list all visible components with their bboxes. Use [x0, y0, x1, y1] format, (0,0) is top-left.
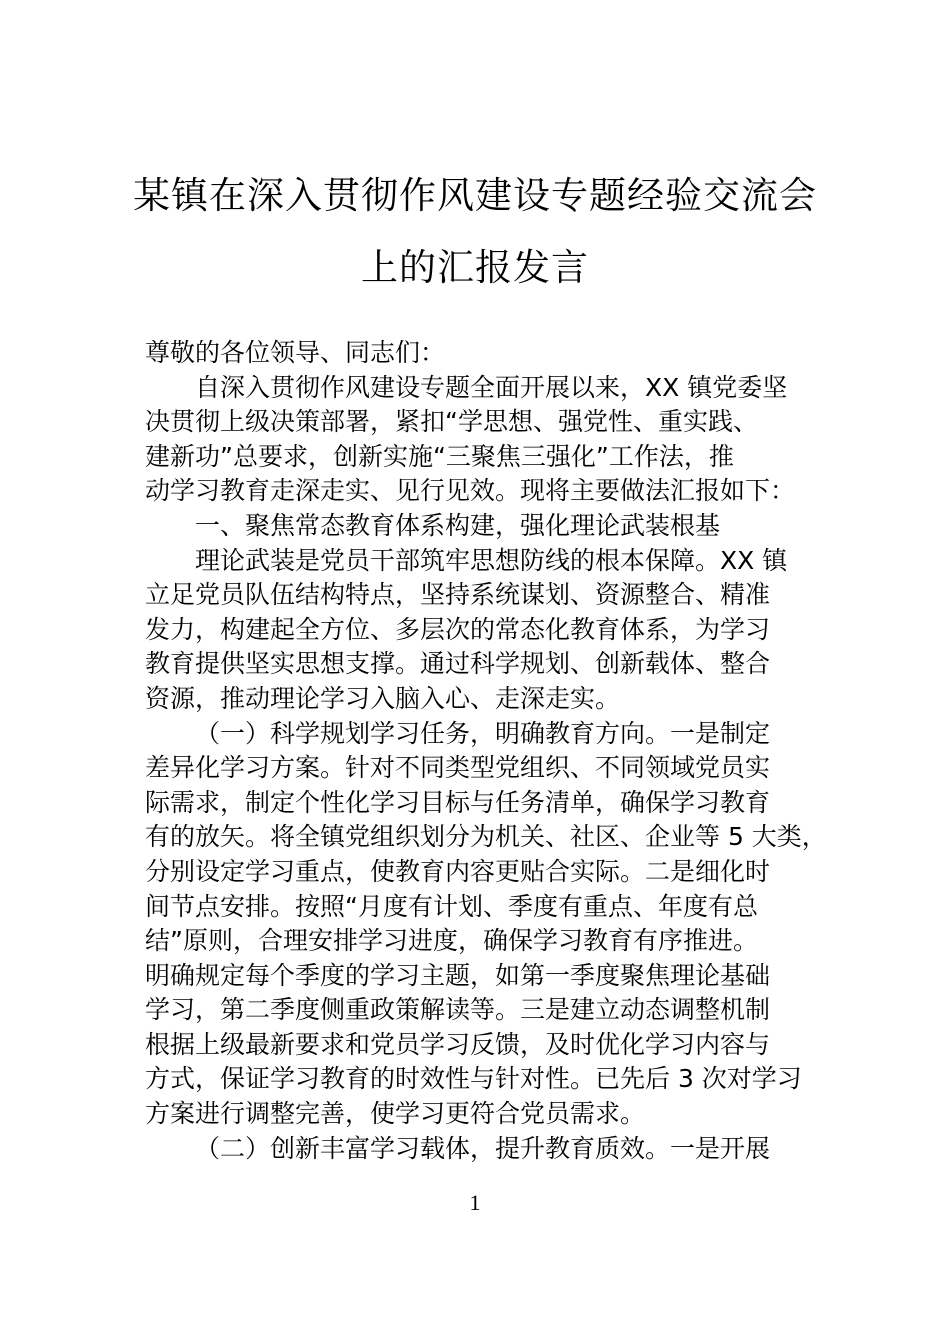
salutation: 尊敬的各位领导、同志们： [145, 338, 446, 367]
paragraph-line: 有的放矢。将全镇党组织划分为机关、社区、企业等 5 大类， [145, 822, 827, 852]
paragraph-line: 明确规定每个季度的学习主题，如第一季度聚焦理论基础 [145, 960, 771, 990]
paragraph-line: 差异化学习方案。针对不同类型党组织、不同领域党员实 [145, 753, 771, 783]
paragraph-line: 分别设定学习重点，使教育内容更贴合实际。二是细化时 [145, 856, 771, 886]
paragraph-line: 决贯彻上级决策部署，紧扣“学思想、强党性、重实践、 [145, 407, 758, 437]
paragraph-line: 结”原则，合理安排学习进度，确保学习教育有序推进。 [145, 926, 758, 956]
paragraph-line: 建新功”总要求，创新实施“三聚焦三强化”工作法，推 [145, 441, 734, 471]
paragraph-line: 理论武装是党员干部筑牢思想防线的根本保障。XX 镇 [195, 545, 788, 575]
paragraph-line: 方案进行调整完善，使学习更符合党员需求。 [145, 1099, 646, 1129]
page-number: 1 [469, 1190, 481, 1215]
section-heading: 一、聚焦常态教育体系构建，强化理论武装根基 [195, 510, 721, 540]
paragraph-line: 方式，保证学习教育的时效性与针对性。已先后 3 次对学习 [145, 1064, 802, 1094]
paragraph-line: 资源，推动理论学习入脑入心、走深走实。 [145, 683, 621, 713]
paragraph-line: 教育提供坚实思想支撑。通过科学规划、创新载体、整合 [145, 649, 771, 679]
paragraph-line: 动学习教育走深走实、见行见效。现将主要做法汇报如下： [145, 476, 796, 506]
document-title-line-2: 上的汇报发言 [361, 246, 589, 289]
document-body [145, 336, 827, 1166]
paragraph-line: 根据上级最新要求和党员学习反馈，及时优化学习内容与 [145, 1029, 771, 1059]
paragraph-line: 发力，构建起全方位、多层次的常态化教育体系，为学习 [145, 614, 771, 644]
paragraph-line: 立足党员队伍结构特点，坚持系统谋划、资源整合、精准 [145, 580, 771, 610]
paragraph-line: 际需求，制定个性化学习目标与任务清单，确保学习教育 [145, 787, 771, 817]
paragraph-line: 间节点安排。按照“月度有计划、季度有重点、年度有总 [145, 891, 758, 921]
subsection-line: （一）科学规划学习任务，明确教育方向。一是制定 [195, 718, 771, 748]
document-title-line-1: 某镇在深入贯彻作风建设专题经验交流会 [133, 174, 817, 217]
subsection-line: （二）创新丰富学习载体，提升教育质效。一是开展 [195, 1133, 771, 1163]
paragraph-line: 学习，第二季度侧重政策解读等。三是建立动态调整机制 [145, 995, 771, 1025]
paragraph-line: 自深入贯彻作风建设专题全面开展以来，XX 镇党委坚 [195, 372, 788, 402]
